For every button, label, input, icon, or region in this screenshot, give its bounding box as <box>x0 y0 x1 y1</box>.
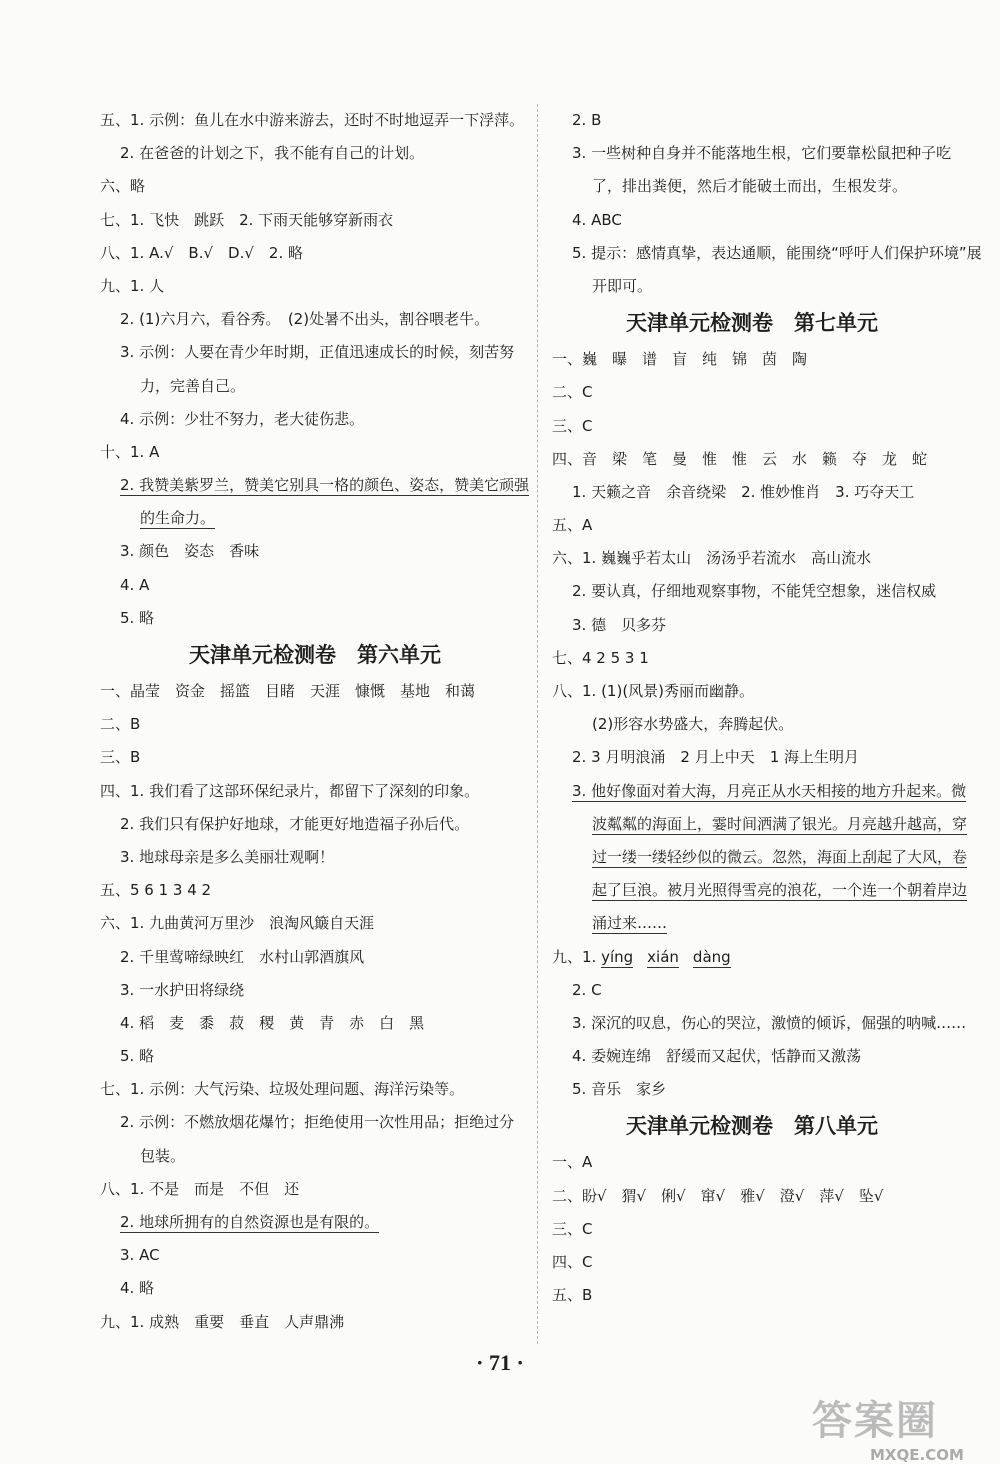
pinyin-answer: xián <box>647 947 679 966</box>
answer-line <box>552 675 952 708</box>
answer-text: 5. 音乐 家乡 <box>572 1080 667 1099</box>
answer-text: 六、1. 九曲黄河万里沙 浪淘风簸自天涯 <box>100 914 375 933</box>
answer-line <box>552 974 952 1007</box>
answer-line <box>552 841 968 874</box>
answer-line <box>100 1073 530 1106</box>
answer-text: 3. 颜色 姿态 香味 <box>120 542 260 561</box>
answer-text: 四、音 梁 笔 曼 惟 惟 云 水 籁 夺 龙 蛇 <box>552 449 928 468</box>
answer-text: 3. 地球母亲是多么美丽壮观啊！ <box>120 847 335 866</box>
answer-line <box>100 370 530 403</box>
answer-text: 一、A <box>552 1153 593 1172</box>
underlined-answer-text: 2. 我赞美紫罗兰，赞美它别具一格的颜色、姿态，赞美它顽强 <box>120 476 530 495</box>
answer-line <box>552 376 952 409</box>
answer-line <box>552 542 952 575</box>
answer-text: 八、1. (1)(风景)秀丽而幽静。 <box>552 682 755 700</box>
answer-text: 二、盼√ 猬√ 俐√ 窜√ 雅√ 澄√ 萍√ 坠√ <box>552 1186 884 1205</box>
answer-text: 二、B <box>100 715 141 734</box>
answer-text: 2. C <box>572 980 602 999</box>
answer-line <box>100 170 530 203</box>
question-number: 九、1. <box>552 947 602 966</box>
answer-text: 七、4 2 5 3 1 <box>552 648 649 667</box>
answer-text: 4. 稻 麦 黍 菽 稷 黄 青 赤 白 黑 <box>120 1013 425 1032</box>
answer-text: 一、巍 曝 谱 盲 纯 锦 茵 陶 <box>552 350 808 369</box>
right-column <box>552 104 982 1312</box>
answer-line <box>552 808 968 841</box>
answer-line <box>552 642 952 675</box>
answer-line <box>552 1073 952 1106</box>
answer-line <box>552 1279 952 1312</box>
answer-text: 一、晶莹 资金 摇篮 目睹 天涯 慷慨 基地 和蔼 <box>100 682 476 700</box>
column-divider <box>537 104 538 1344</box>
answer-text: 六、1. 巍巍乎若太山 汤汤乎若流水 高山流水 <box>552 549 872 568</box>
answer-line <box>552 1246 952 1279</box>
answer-text: 2. 千里莺啼绿映红 水村山郭酒旗风 <box>120 947 365 966</box>
answer-text: 3. 德 贝多芬 <box>572 615 667 634</box>
answer-line <box>100 1140 530 1173</box>
answer-text: 4. ABC <box>572 210 622 229</box>
underlined-answer-text: 涌过来…… <box>592 914 668 933</box>
underlined-answer-text: 过一缕一缕轻纱似的微云。忽然，海面上刮起了大风，卷 <box>592 847 968 866</box>
answer-line <box>100 1272 530 1305</box>
section-title: 天津单元检测卷 第七单元 <box>626 310 878 336</box>
answer-line <box>100 675 530 708</box>
answer-text: 力，完善自己。 <box>140 376 246 395</box>
answer-line <box>100 303 530 336</box>
answer-text: (2)形容水势盛大，奔腾起伏。 <box>592 715 794 734</box>
answer-text: 3. 示例：人要在青少年时期，正值迅速成长的时候，刻苦努 <box>120 343 515 362</box>
answer-text: 九、1. 人 <box>100 276 165 295</box>
answer-text: 3. AC <box>120 1246 160 1265</box>
underlined-answer-text: 波粼粼的海面上，霎时间洒满了银光。月亮越升越高，穿 <box>592 814 968 833</box>
underlined-answer-text: 的生命力。 <box>140 509 216 528</box>
answer-line <box>100 403 530 436</box>
answer-text: 十、1. A <box>100 442 160 461</box>
answer-line <box>100 237 530 270</box>
answer-line <box>552 104 952 137</box>
answer-text: 六、略 <box>100 177 146 196</box>
answer-text: 八、1. 不是 而是 不但 还 <box>100 1179 300 1198</box>
section-title: 天津单元检测卷 第六单元 <box>189 642 441 667</box>
answer-line <box>552 443 952 476</box>
answer-text: 三、B <box>100 748 141 767</box>
answer-line <box>552 237 982 270</box>
answer-line <box>552 907 952 940</box>
answer-text: 七、1. 示例：大气污染、垃圾处理问题、海洋污染等。 <box>100 1080 465 1099</box>
answer-text: 五、A <box>552 516 593 535</box>
watermark-url: MXQE.COM <box>870 1446 964 1464</box>
answer-text: 2. 示例：不燃放烟花爆竹；拒绝使用一次性用品；拒绝过分 <box>120 1113 515 1132</box>
answer-text: 2. 3 月明浪涌 2 月上中天 1 海上生明月 <box>572 748 860 767</box>
answer-line <box>100 436 530 469</box>
answer-line <box>552 1146 952 1179</box>
answer-text: 4. 示例：少壮不努力，老大徒伤悲。 <box>120 409 365 428</box>
answer-line <box>100 808 530 841</box>
answer-text: 2. (1)六月六，看谷秀。 (2)处暑不出头，割谷喂老牛。 <box>120 310 490 329</box>
answer-line <box>552 1213 952 1246</box>
answer-text: 八、1. A.√ B.√ D.√ 2. 略 <box>100 243 303 262</box>
answer-text: 5. 略 <box>120 1047 155 1066</box>
answer-text: 九、1. 成熟 重要 垂直 人声鼎沸 <box>100 1312 345 1331</box>
answer-text: 1. 天籁之音 余音绕梁 2. 惟妙惟肖 3. 巧夺天工 <box>572 482 915 501</box>
answer-text: 七、1. 飞快 跳跃 2. 下雨天能够穿新雨衣 <box>100 210 394 229</box>
left-column <box>100 104 530 1339</box>
answer-text: 3. 深沉的叹息，伤心的哭泣，激愤的倾诉，倔强的呐喊…… <box>572 1013 967 1032</box>
answer-line <box>552 170 952 203</box>
answer-line <box>100 270 530 303</box>
answer-line <box>552 137 952 170</box>
pinyin-answer: dàng <box>692 947 731 966</box>
answer-line <box>100 907 530 940</box>
answer-line <box>552 410 952 443</box>
answer-text: 2. 我们只有保护好地球，才能更好地造福子孙后代。 <box>120 814 470 833</box>
answer-line <box>100 1206 530 1239</box>
answer-line <box>100 941 530 974</box>
answer-line <box>552 204 952 237</box>
answer-line <box>552 708 952 741</box>
answer-line <box>100 741 530 774</box>
answer-text: 二、C <box>552 383 593 402</box>
section-title: 天津单元检测卷 第八单元 <box>626 1113 878 1139</box>
answer-line <box>100 1106 530 1139</box>
answer-line <box>100 1173 530 1206</box>
answer-line <box>552 741 952 774</box>
answer-text: 了，排出粪便，然后才能破土而出，生根发芽。 <box>592 177 908 196</box>
answer-line <box>100 974 530 1007</box>
answer-line <box>552 609 952 642</box>
underlined-answer-text: 3. 他好像面对着大海，月亮正从水天相接的地方升起来。微 <box>572 781 967 800</box>
answer-line <box>100 104 530 137</box>
answer-line <box>100 708 530 741</box>
page-number: · 71 · <box>476 1350 524 1375</box>
answer-line <box>100 874 530 907</box>
answer-line <box>552 476 952 509</box>
answer-line <box>100 204 530 237</box>
answer-line <box>100 469 530 502</box>
answer-text: 五、1. 示例：鱼儿在水中游来游去，还时不时地逗弄一下浮萍。 <box>100 111 525 129</box>
answer-text: 开即可。 <box>592 276 653 295</box>
underlined-answer-text: 2. 地球所拥有的自然资源也是有限的。 <box>120 1213 380 1231</box>
answer-line <box>552 509 952 542</box>
answer-text: 五、B <box>552 1286 593 1305</box>
pinyin-answer: yíng <box>601 947 634 966</box>
answer-text: 4. A <box>120 575 150 594</box>
answer-text: 包装。 <box>140 1146 186 1165</box>
answer-line <box>100 1007 530 1040</box>
underlined-answer-text: 起了巨浪。被月光照得雪亮的浪花，一个连一个朝着岸边 <box>592 881 968 900</box>
answer-text: 2. 在爸爸的计划之下，我不能有自己的计划。 <box>120 144 425 163</box>
answer-text: 4. 委婉连绵 舒缓而又起伏，恬静而又激荡 <box>572 1047 862 1066</box>
answer-line <box>100 137 530 170</box>
answer-line <box>552 775 967 808</box>
answer-line <box>100 841 530 874</box>
answer-text: 2. B <box>572 111 602 129</box>
answer-line <box>100 569 530 602</box>
answer-line <box>100 1306 530 1339</box>
answer-line <box>552 1040 952 1073</box>
answer-text: 5. 提示：感情真挚，表达通顺，能围绕“呼吁人们保护环境”展 <box>572 243 982 262</box>
answer-line <box>100 602 530 635</box>
answer-text: 三、C <box>552 1219 593 1238</box>
answer-text: 2. 要认真，仔细地观察事物，不能凭空想象，迷信权威 <box>572 582 937 601</box>
answer-line <box>552 1180 952 1213</box>
answer-text: 3. 一水护田将绿绕 <box>120 980 245 999</box>
answer-line <box>100 502 530 535</box>
answer-text: 四、C <box>552 1253 593 1271</box>
answer-line <box>100 775 530 808</box>
answer-line <box>552 270 952 303</box>
answer-line <box>100 1239 530 1272</box>
answer-text: 3. 一些树种自身并不能落地生根，它们要靠松鼠把种子吃 <box>572 144 952 163</box>
answer-line-pinyin <box>552 941 952 974</box>
answer-line <box>100 1040 530 1073</box>
watermark-logo: 答案圈 <box>812 1398 938 1444</box>
answer-text: 四、1. 我们看了这部环保纪录片，都留下了深刻的印象。 <box>100 781 480 800</box>
answer-text: 三、C <box>552 416 593 435</box>
answer-text: 五、5 6 1 3 4 2 <box>100 881 212 900</box>
answer-line <box>100 336 530 369</box>
answer-line <box>552 343 952 376</box>
answer-line <box>552 874 968 907</box>
answer-text: 4. 略 <box>120 1279 155 1298</box>
answer-line <box>100 535 530 568</box>
answer-text: 5. 略 <box>120 608 155 627</box>
answer-line <box>552 575 952 608</box>
answer-line <box>552 1007 967 1040</box>
